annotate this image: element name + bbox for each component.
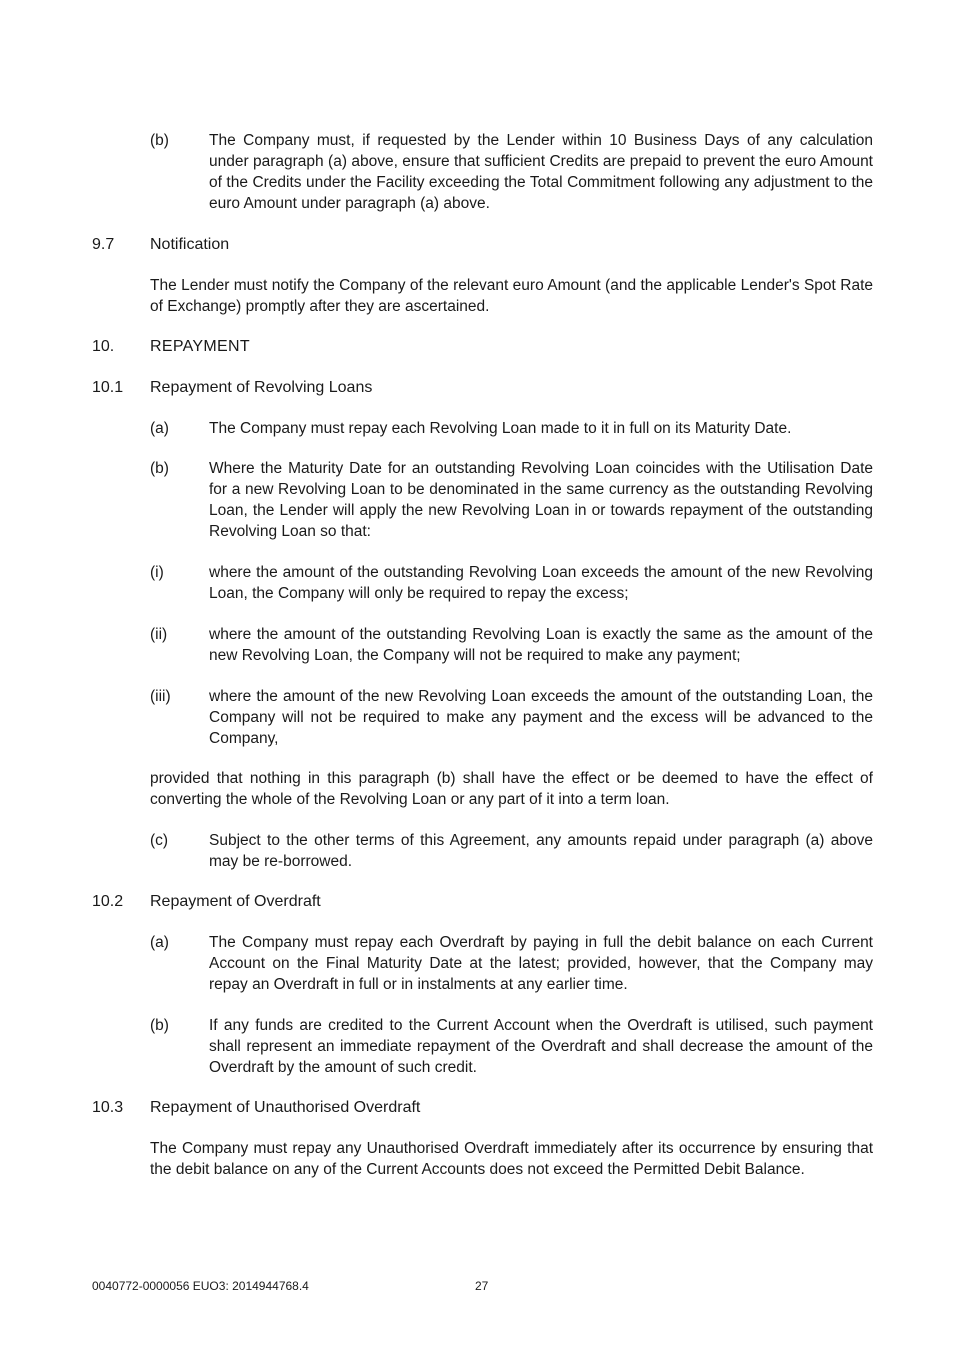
para-10-1-c-label: (c) [150, 832, 169, 849]
para-10-1-b-text: Where the Maturity Date for an outstanding Revolving Loan coincides with the Utilisation Date for a new Revolving Loan to be denominated in the same currency as the outstanding Revolving Loan, the Lender will apply the new Revolving Loan in or towards repayment of the outstanding Revolving Loan so that: [209, 460, 873, 540]
clause-10-1-number: 10.1 [92, 379, 124, 396]
para-10-1-ii-text: where the amount of the outstanding Revolving Loan is exactly the same as the amount of the new Revolving Loan, the Company will not be required to make any payment; [209, 626, 873, 664]
para-10-1-c-text: Subject to the other terms of this Agreement, any amounts repaid under paragraph (a) above may be re-borrowed. [209, 832, 873, 870]
clause-10-2-number: 10.2 [92, 893, 124, 910]
para-10-1-i-label: (i) [150, 564, 164, 581]
clause-9-7-number: 9.7 [92, 236, 115, 253]
page-number: 27 [475, 1279, 489, 1293]
clause-10-number: 10. [92, 338, 115, 355]
para-10-1-proviso: provided that nothing in this paragraph (b) shall have the effect or be deemed to have the effect of converting the whole of the Revolving Loan or any part of it into a term loan. [150, 770, 873, 808]
para-10-1-i-text: where the amount of the outstanding Revolving Loan exceeds the amount of the new Revolving Loan, the Company will only be required to repay the excess; [209, 564, 873, 602]
para-10-2-b-text: If any funds are credited to the Current Account when the Overdraft is utilised, such payment shall represent an immediate repayment of the Overdraft and shall decrease the amount of the Overdraft by the amount of such credit. [209, 1017, 873, 1076]
para-10-2-a-label: (a) [150, 934, 169, 951]
footer-doc-ref: 0040772-0000056 EUO3: 2014944768.4 [92, 1279, 309, 1293]
clause-10-title: REPAYMENT [150, 338, 250, 355]
clause-10-3-text: The Company must repay any Unauthorised Overdraft immediately after its occurrence by ensuring that the debit balance on any of the Current Accounts does not exceed the Permitted Debit Balance. [150, 1140, 873, 1178]
clause-9-7-text: The Lender must notify the Company of the relevant euro Amount (and the applicable Lender's Spot Rate of Exchange) promptly after they are ascertained. [150, 277, 873, 315]
para-10-1-b-label: (b) [150, 460, 169, 477]
clause-10-3-title: Repayment of Unauthorised Overdraft [150, 1099, 421, 1116]
para-10-1-a-label: (a) [150, 420, 169, 437]
para-9-6-b-label: (b) [150, 132, 169, 149]
para-10-2-b-label: (b) [150, 1017, 169, 1034]
para-10-1-a-text: The Company must repay each Revolving Loan made to it in full on its Maturity Date. [209, 420, 792, 437]
para-10-1-iii-label: (iii) [150, 688, 171, 705]
clause-9-7-title: Notification [150, 236, 230, 253]
para-10-2-a-text: The Company must repay each Overdraft by paying in full the debit balance on each Current Account on the Final Maturity Date at the latest; provided, however, that the Company may repay an Overdraft in full or in instalments at any earlier time. [209, 934, 873, 993]
para-10-1-ii-label: (ii) [150, 626, 168, 643]
clause-10-2-title: Repayment of Overdraft [150, 893, 321, 910]
clause-10-1-title: Repayment of Revolving Loans [150, 379, 373, 396]
para-10-1-iii-text: where the amount of the new Revolving Loan exceeds the amount of the outstanding Loan, the Company will not be required to make any payment and the excess will be advanced to the Company, [209, 688, 873, 747]
para-9-6-b-text: The Company must, if requested by the Lender within 10 Business Days of any calculation under paragraph (a) above, ensure that sufficient Credits are prepaid to prevent the euro Amount of the Credits under the Facility exceeding the Total Commitment following any adjustment to the euro Amount under paragraph (a) above. [209, 132, 873, 212]
clause-10-3-number: 10.3 [92, 1099, 124, 1116]
